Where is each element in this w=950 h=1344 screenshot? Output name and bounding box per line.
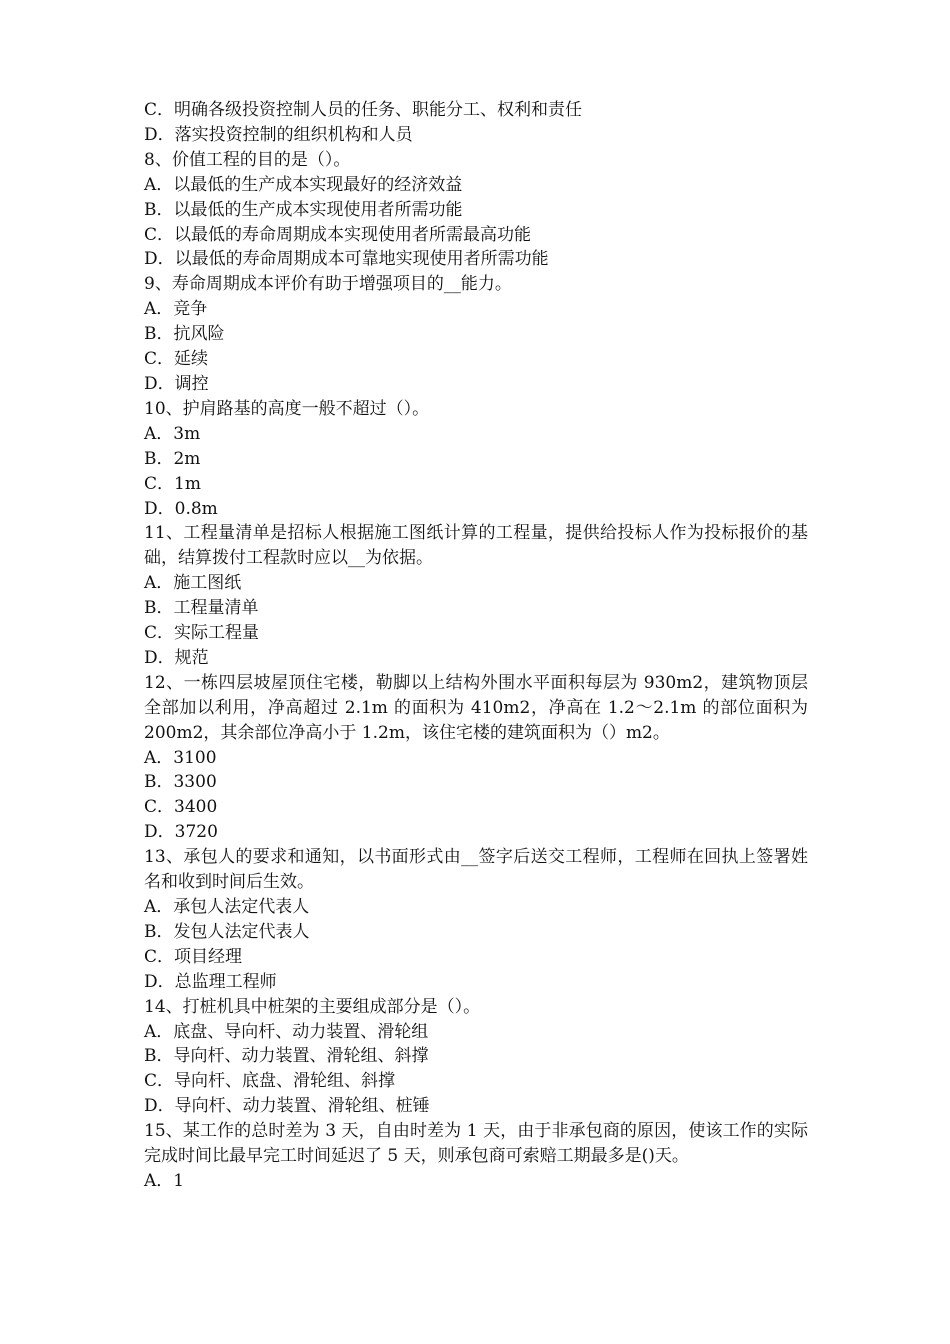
option-line: B．以最低的生产成本实现使用者所需功能 bbox=[144, 199, 463, 220]
option-line: A．底盘、导向杆、动力装置、滑轮组 bbox=[144, 1021, 429, 1042]
option-line: C．3400 bbox=[144, 797, 218, 818]
option-line: B．导向杆、动力装置、滑轮组、斜撑 bbox=[144, 1046, 429, 1067]
option-line: C．明确各级投资控制人员的任务、职能分工、权利和责任 bbox=[144, 100, 583, 120]
option-line: C．1m bbox=[144, 473, 201, 494]
option-line: B．2m bbox=[144, 448, 201, 469]
question-line: 14、打桩机具中桩架的主要组成部分是（）。 bbox=[144, 996, 481, 1017]
option-line: D．0.8m bbox=[144, 498, 218, 519]
option-line: D．3720 bbox=[144, 822, 218, 843]
option-line: A．1 bbox=[144, 1170, 185, 1191]
document-page bbox=[144, 98, 808, 1194]
question-line: 12、一栋四层坡屋顶住宅楼，勒脚以上结构外围水平面积每层为 930m2，建筑物顶层全部加以利用，净高超过 2.1m 的面积为 410m2，净高在 1.2～2.1m 的部位面积为 200m2，其余部位净高小于 1.2m，该住宅楼的建筑面积为（）m2。 bbox=[144, 672, 808, 743]
option-line: A．承包人法定代表人 bbox=[144, 897, 310, 917]
option-line: B．工程量清单 bbox=[144, 598, 259, 619]
option-line: A．施工图纸 bbox=[144, 573, 242, 594]
option-line: D．总监理工程师 bbox=[144, 971, 277, 992]
option-line: A．3100 bbox=[144, 747, 217, 768]
option-line: C．延续 bbox=[144, 349, 209, 370]
question-line: 15、某工作的总时差为 3 天，自由时差为 1 天，由于非承包商的原因，使该工作的实际完成时间比最早完工时间延迟了 5 天，则承包商可索赔工期最多是()天。 bbox=[144, 1121, 808, 1167]
option-line: B．抗风险 bbox=[144, 324, 225, 345]
question-line: 11、工程量清单是招标人根据施工图纸计算的工程量，提供给投标人作为投标报价的基础，结算拨付工程款时应以__为依据。 bbox=[144, 523, 808, 569]
option-line: B．3300 bbox=[144, 772, 217, 793]
question-line: 8、价值工程的目的是（）。 bbox=[144, 149, 351, 170]
option-line: C．以最低的寿命周期成本实现使用者所需最高功能 bbox=[144, 224, 532, 245]
option-line: A．竞争 bbox=[144, 299, 208, 320]
option-line: C．导向杆、底盘、滑轮组、斜撑 bbox=[144, 1071, 396, 1092]
option-line: D．规范 bbox=[144, 647, 209, 668]
option-line: A．以最低的生产成本实现最好的经济效益 bbox=[144, 174, 463, 195]
option-line: B．发包人法定代表人 bbox=[144, 921, 310, 942]
question-line: 13、承包人的要求和通知，以书面形式由__签字后送交工程师，工程师在回执上签署姓名和收到时间后生效。 bbox=[144, 847, 808, 893]
option-line: A．3m bbox=[144, 423, 201, 444]
option-line: C．项目经理 bbox=[144, 946, 243, 967]
option-line: D．调控 bbox=[144, 373, 209, 394]
option-line: D．以最低的寿命周期成本可靠地实现使用者所需功能 bbox=[144, 249, 549, 270]
option-line: D．落实投资控制的组织机构和人员 bbox=[144, 124, 413, 145]
option-line: C．实际工程量 bbox=[144, 623, 260, 644]
question-line: 9、寿命周期成本评价有助于增强项目的__能力。 bbox=[144, 274, 512, 295]
question-line: 10、护肩路基的高度一般不超过（）。 bbox=[144, 398, 430, 419]
option-line: D．导向杆、动力装置、滑轮组、桩锤 bbox=[144, 1096, 430, 1117]
